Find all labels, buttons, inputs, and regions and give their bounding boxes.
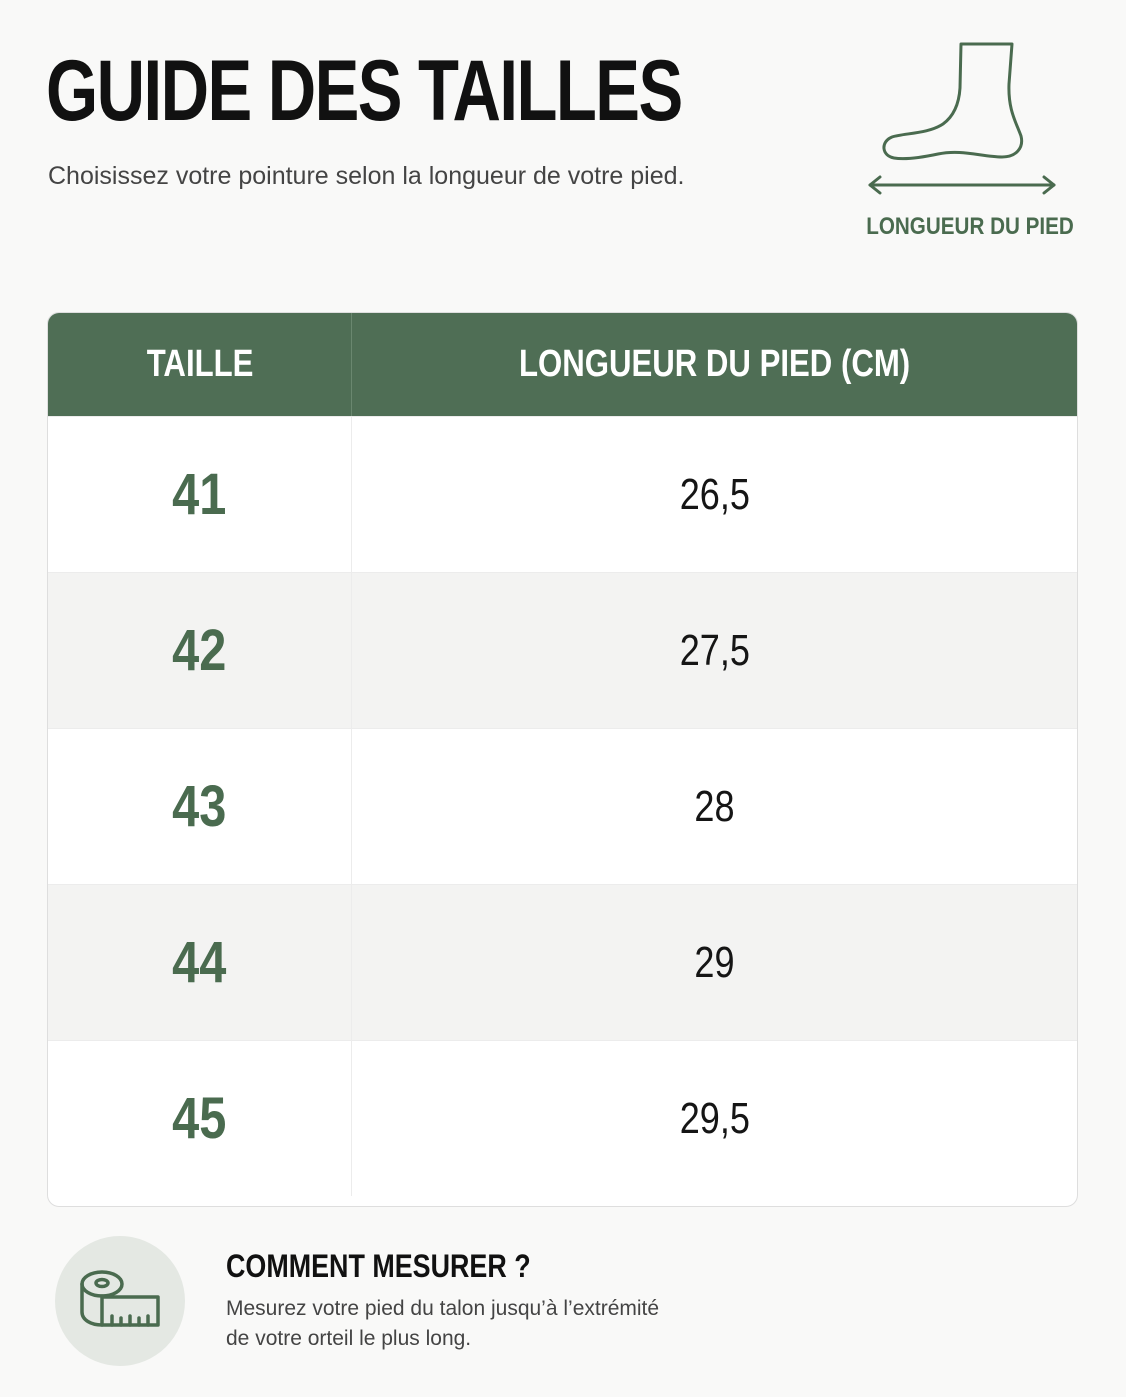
size-value: 44 (172, 930, 227, 995)
size-cell (48, 729, 352, 884)
table-row (48, 1040, 1077, 1196)
howto-line-1: Mesurez votre pied du talon jusqu’à l’extrémité (226, 1297, 660, 1320)
length-cell (352, 1041, 1077, 1196)
column-header-length-label: LONGUEUR DU PIED (CM) (519, 343, 911, 385)
size-value: 41 (172, 462, 227, 527)
length-arrow-icon (864, 175, 1060, 195)
length-cell (352, 885, 1077, 1040)
size-table (47, 312, 1078, 1207)
size-cell (48, 1041, 352, 1196)
foot-length-illustration (850, 30, 1090, 260)
length-cell (352, 729, 1077, 884)
howto-text (226, 1294, 786, 1354)
size-cell (48, 573, 352, 728)
size-value: 42 (172, 618, 227, 683)
page-title: GUIDE DES TAILLES (46, 43, 682, 139)
table-row (48, 572, 1077, 728)
table-row (48, 884, 1077, 1040)
page-subtitle: Choisissez votre pointure selon la longueur de votre pied. (48, 162, 685, 190)
length-value: 26,5 (679, 469, 750, 519)
column-header-length (352, 313, 1077, 416)
length-value: 27,5 (679, 625, 750, 675)
table-row (48, 728, 1077, 884)
length-value: 29,5 (679, 1093, 750, 1143)
size-value: 43 (172, 774, 227, 839)
table-row (48, 416, 1077, 572)
size-cell (48, 885, 352, 1040)
size-cell (48, 417, 352, 572)
column-header-size (48, 313, 352, 416)
length-value: 28 (694, 781, 735, 831)
howto-line-2: de votre orteil le plus long. (226, 1327, 472, 1350)
measure-badge (55, 1236, 185, 1366)
foot-length-caption: LONGUEUR DU PIED (866, 213, 1074, 240)
table-header (48, 313, 1077, 416)
length-value: 29 (694, 937, 735, 987)
size-value: 45 (172, 1086, 227, 1151)
column-header-size-label: TAILLE (146, 343, 254, 385)
length-cell (352, 573, 1077, 728)
length-cell (352, 417, 1077, 572)
howto-title: COMMENT MESURER ? (226, 1248, 531, 1284)
tape-measure-icon (78, 1266, 162, 1336)
foot-icon (880, 36, 1040, 166)
